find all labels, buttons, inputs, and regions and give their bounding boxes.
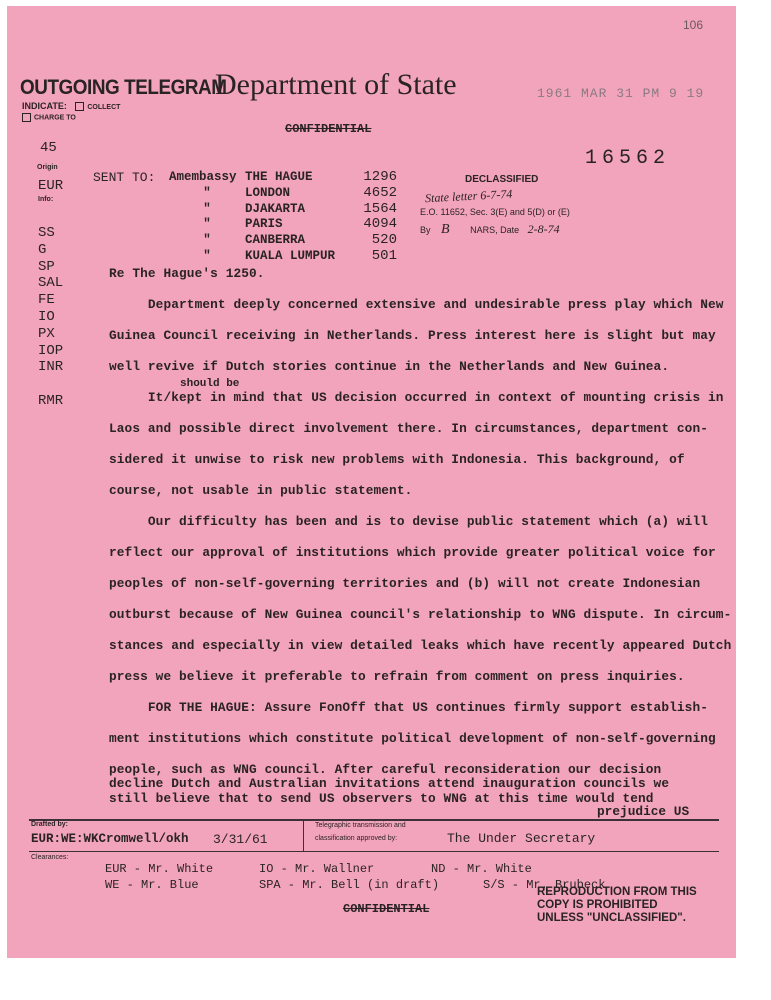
drafted-date: 3/31/61 [213,832,268,847]
body-line: decline Dutch and Australian invitations attend inauguration councils we [109,776,670,791]
clearance-entry: S/S - Mr. Brubeck [483,878,606,892]
body-line: FOR THE HAGUE: Assure FonOff that US continues firmly support establish- [109,700,709,715]
post-number: 1564 [363,200,397,217]
indicate-label: INDICATE: [22,101,67,111]
sent-to-row: " PARIS 4094 [203,216,397,233]
routing-office: RMR [38,392,64,409]
declassified-title: DECLASSIFIED [465,174,539,185]
footer-divider [303,819,304,851]
clearance-entry: ND - Mr. White [431,862,532,876]
body-line: Laos and possible direct involvement there. In circumstances, department con- [109,421,709,436]
collect-checkbox[interactable] [75,102,84,111]
body-line: still believe that to send US observers to WNG at this time would tend [109,791,654,806]
routing-office: IO [38,308,55,325]
declassified-nars-label: NARS, Date [470,225,520,235]
department-heading: Department of State [215,68,457,101]
charge-to-label: CHARGE TO [34,114,76,122]
body-line: Department deeply concerned extensive and undesirable press play which New [109,297,724,312]
body-line: reflect our approval of institutions which provide greater political voice for [109,545,716,560]
routing-office: IOP [38,342,64,359]
sent-to-row: " LONDON 4652 [203,184,397,201]
origin-office: EUR [38,178,64,194]
clearance-entry: EUR - Mr. White [105,862,214,876]
body-line: well revive if Dutch stories continue in the Netherlands and New Guinea. [109,359,670,374]
routing-office: SP [38,258,55,275]
insertion-note: should be [180,378,240,390]
body-line: Guinea Council receiving in Netherlands. Press interest here is slight but may [109,328,716,343]
sent-to-label: SENT TO: [93,170,156,185]
post-name: PARIS [245,217,283,232]
post-name: LONDON [245,185,291,200]
body-line: stances and especially in view detailed leaks which have recently appeared Dutch [109,638,732,653]
clearance-entry: SPA - Mr. Bell (in draft) [259,878,440,892]
body-line: It/kept in mind that US decision occurred in context of mounting crisis in [109,390,724,405]
routing-office [38,376,63,393]
received-stamp: 1961 MAR 31 PM 9 19 [537,86,705,101]
classification-top: CONFIDENTIAL [285,122,372,136]
body-line: Re The Hague's 1250. [109,266,265,281]
declassified-authority: State letter 6-7-74 [424,186,513,206]
page-number: 106 [683,18,704,32]
declassified-by-label: By [420,225,431,235]
post-number: 4652 [363,184,397,201]
routing-office: FE [38,292,55,309]
routing-office: SS [38,225,55,241]
charge-to-row [22,113,76,122]
post-number: 1296 [363,169,397,185]
post-name: THE HAGUE [245,170,313,184]
transmission-label-2: classification approved by: [315,835,398,842]
body-line: course, not usable in public statement. [109,483,413,498]
info-label: Info: [38,196,54,203]
body-line: peoples of non-self-governing territories and (b) will not create Indonesian [109,576,701,591]
post-number: 520 [371,232,397,249]
post-number: 4094 [363,216,397,233]
charge-to-checkbox[interactable] [22,113,31,122]
clearance-entry: WE - Mr. Blue [105,878,199,892]
sent-to-row: " DJAKARTA 1564 [203,200,397,217]
body-line: Our difficulty has been and is to devise public statement which (a) will [109,514,709,529]
sent-to-row: Amembassy THE HAGUE 1296 [169,169,397,185]
declassified-date: 2-8-74 [527,222,560,236]
post-name: KUALA LUMPUR [245,248,336,263]
routing-office: INR [38,359,64,376]
body-line: press we believe it preferable to refrain from comment on press inquiries. [109,669,685,684]
routing-offices [38,225,63,410]
approved-by: The Under Secretary [447,831,596,846]
routing-office: SAL [38,275,64,292]
footer-rule-top [29,819,719,821]
footer-rule-mid [29,851,719,852]
drafted-by: EUR:WE:WKCromwell/okh [31,832,189,846]
post-number: 501 [371,247,397,264]
body-line: outburst because of New Guinea council's relationship to WNG dispute. In circum- [109,607,732,622]
collect-label: COLLECT [87,104,121,111]
body-last-fragment: prejudice US [597,804,690,819]
sent-to-row: " CANBERRA 520 [203,232,397,249]
indicate-row [22,101,120,111]
transmission-label-1: Telegraphic transmission and [315,822,406,829]
routing-office: PX [38,325,55,342]
telegram-sheet [7,6,736,958]
telegram-number: 16562 [585,147,671,170]
declassified-by-row [420,222,560,238]
clearances-label: Clearances: [31,854,69,861]
declassified-initials: B [441,222,450,237]
sent-to-row: " KUALA LUMPUR 501 [203,247,397,264]
routing-number: 45 [40,140,57,156]
body-line: people, such as WNG council. After careful reconsideration our decision [109,762,662,777]
drafted-by-label: Drafted by: [31,821,68,828]
outgoing-telegram-heading: OUTGOING TELEGRAM [20,76,227,99]
body-line: ment institutions which constitute political development of non-self-governing [109,731,716,746]
classification-bottom: CONFIDENTIAL [343,902,430,916]
sent-to-list [169,170,397,265]
body-line: sidered it unwise to risk new problems with Indonesia. This background, of [109,452,685,467]
origin-label: Origin [37,164,58,171]
routing-office: G [38,241,47,258]
reproduction-notice: REPRODUCTION FROM THIS COPY IS PROHIBITED UNLESS "UNCLASSIFIED". [537,886,697,924]
clearance-entry: IO - Mr. Wallner [259,862,375,876]
post-name: DJAKARTA [245,201,306,216]
declassified-eo: E.O. 11652, Sec. 3(E) and 5(D) or (E) [420,207,570,217]
post-name: CANBERRA [245,233,306,248]
